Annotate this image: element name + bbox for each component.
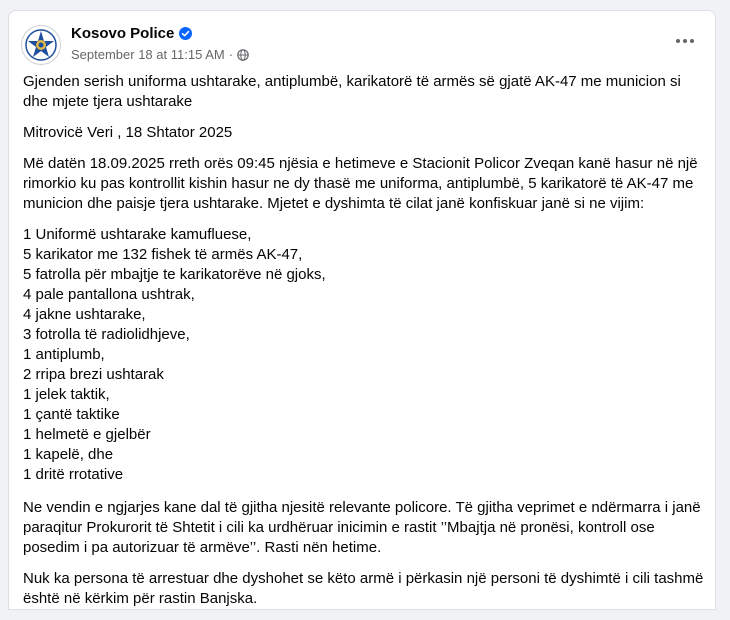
list-item: 1 antiplumb,	[23, 346, 105, 363]
list-item: 2 rripa brezi ushtarak	[23, 366, 164, 383]
verified-badge-icon	[179, 27, 192, 40]
more-dot	[676, 39, 680, 43]
more-dot	[690, 39, 694, 43]
list-item: 3 fotrolla të radiolidhjeve,	[23, 326, 190, 343]
post-paragraph-1: Më datën 18.09.2025 rreth orës 09:45 njësia e hetimeve e Stacionit Policor Zveqan kanë hasur në një rimorkio ku pas kontrollit kishin hasur ne dy thasë me uniforma, antiplumbë, 5 karikatorë të AK-47 me municion dhe paisje tjera ushtarake. Mjetet e dyshimta të cilat janë konfiskuar janë si ne vijim:	[23, 155, 698, 212]
more-dot	[683, 39, 687, 43]
post-timestamp[interactable]: September 18 at 11:15 AM	[71, 47, 225, 62]
list-item: 4 jakne ushtarake,	[23, 306, 146, 323]
post-body	[23, 72, 707, 620]
post-intro: Gjenden serish uniforma ushtarake, antiplumbë, karikatorë të armës së gjatë AK-47 me municion si dhe mjete tjera ushtarake	[23, 73, 681, 110]
meta-separator: ·	[228, 47, 234, 62]
list-item: 4 pale pantallona ushtrak,	[23, 286, 195, 303]
page-name[interactable]: Kosovo Police	[71, 25, 175, 42]
list-item: 1 Uniformë ushtarake kamufluese,	[23, 226, 252, 243]
seized-items-list	[23, 225, 707, 485]
post-header	[21, 23, 703, 67]
post-location-date: Mitrovicë Veri , 18 Shtator 2025	[23, 124, 233, 141]
post-card	[8, 10, 716, 610]
list-item: 5 fatrolla për mbajtje te karikatorëve në gjoks,	[23, 266, 326, 283]
post-paragraph-2: Ne vendin e ngjarjes kane dal të gjitha njesitë relevante policore. Të gjitha veprimet e ndërmarra i janë paraqitur Prokurorit të Shtetit i cili ka urdhëruar inicimin e rastit ’’Mbajtja në pronësi, kontroll ose posedim i pa autorizuar të armëve’’. Rasti nën hetime.	[23, 499, 701, 556]
list-item: 1 çantë taktike	[23, 406, 120, 423]
page-avatar[interactable]	[21, 25, 61, 65]
more-options-icon[interactable]	[671, 31, 699, 51]
list-item: 5 karikator me 132 fishek të armës AK-47,	[23, 246, 303, 263]
page-name-row	[71, 25, 192, 42]
list-item: 1 dritë rrotative	[23, 466, 124, 483]
post-paragraph-3: Nuk ka persona të arrestuar dhe dyshohet se këto armë i përkasin një personi të dyshimtë i cili tashmë është në kërkim për rastin Banjska.	[23, 570, 704, 607]
globe-icon[interactable]	[237, 49, 249, 61]
post-meta	[71, 47, 249, 62]
list-item: 1 helmetë e gjelbër	[23, 426, 151, 443]
kosovo-police-emblem	[22, 26, 60, 64]
list-item: 1 jelek taktik,	[23, 386, 110, 403]
list-item: 1 kapelë, dhe	[23, 446, 114, 463]
